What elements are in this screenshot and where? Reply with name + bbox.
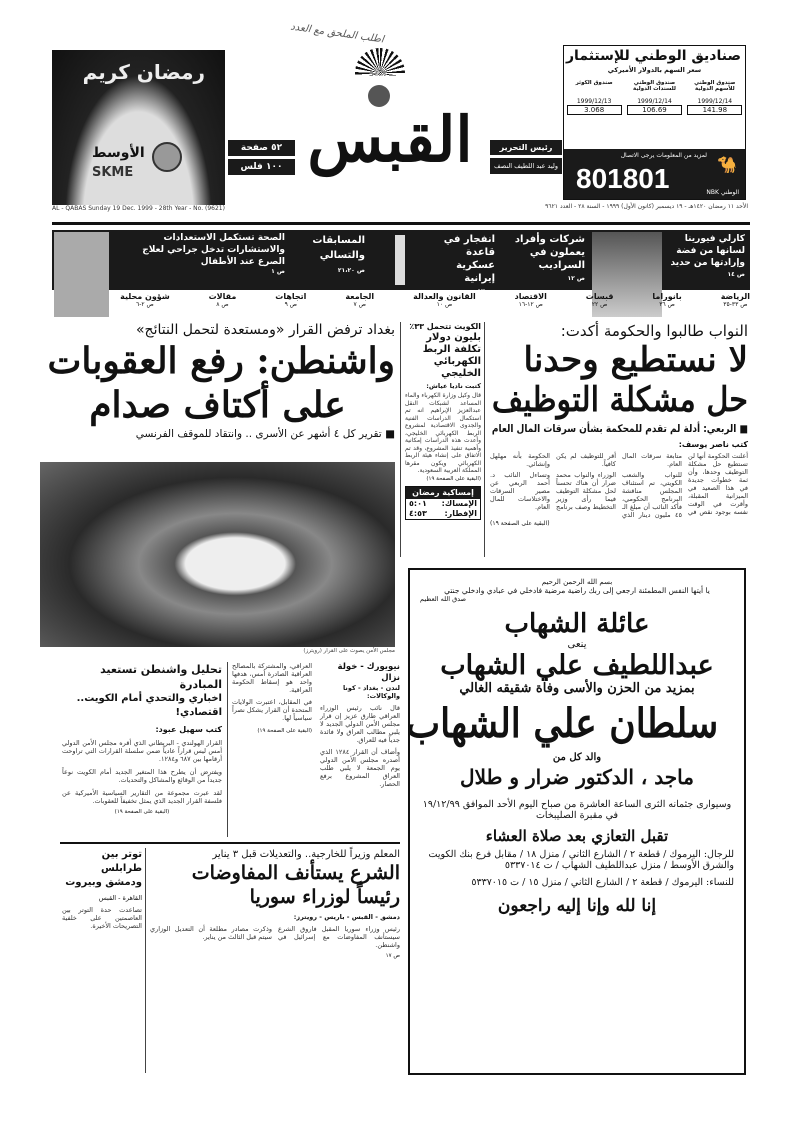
fund-name: صندوق الوطني للسندات الدولية bbox=[633, 80, 676, 92]
body-column: الوزراء والنواب محمد ضرار أن هناك تحسناً لحل مشكلة التوظيف فيما رأى وزير التخطيط وصف برنامج الحكومة بأنه مهلهل وإنشائي. bbox=[490, 452, 616, 511]
bank-logo: NBK الوطني bbox=[706, 189, 739, 196]
story-kicker: النواب طالبوا والحكومة أكدت: bbox=[560, 322, 748, 340]
masthead-rule bbox=[52, 222, 750, 225]
phone-info: لمزيد من المعلومات يرجى الاتصال bbox=[620, 152, 707, 159]
section-link[interactable] bbox=[413, 292, 476, 318]
lead-story-iraq bbox=[40, 322, 395, 441]
fund-date: 1999/12/13 bbox=[576, 98, 612, 105]
section-name: قبسات bbox=[585, 292, 614, 301]
continued-note: (البقية على الصفحة ١٩) bbox=[490, 520, 550, 527]
body-column: للنواب والشعب الكويتي، تم استئناف المجلس مناقشة البرنامج الحكومي، فأكد النائب أن مبلغ الـ ٤٥ مليون دينار الذي أقر للتوظيف لم يكن كافياً. bbox=[556, 452, 682, 519]
price: ١٠٠ فلس bbox=[228, 159, 295, 175]
continued-note: (البقية على الصفحة ١٩) bbox=[257, 728, 312, 734]
body-column: وتساءل النائب د. أحمد الربعي عن مصير السرقات والاختلاسات للمال العام. bbox=[490, 471, 550, 511]
story-kicker: المعلم وزيراً للخارجية.. والتعديلات قبل ٣ يناير bbox=[212, 849, 400, 860]
nbk-funds-ad bbox=[563, 45, 746, 200]
teaser-page: ص ١٢ bbox=[567, 275, 585, 282]
women-address: للنساء: اليرموك / قطعة ٢ / الشارع الثاني / منزل ١٥ / ت ٥٣٣٧٠١٥ bbox=[471, 877, 734, 888]
date-line-en: AL - QABAS Sunday 19 Dec. 1999 - 28th Year - No. (9621) bbox=[52, 205, 225, 212]
body-text: العراقي، والمشتركة بالمصالح العراقية الصادرة أمس، هدفها واحد هو إسقاط الحكومة العراقية. bbox=[232, 662, 312, 694]
teaser-page: ص ١٧ bbox=[477, 288, 495, 295]
imsakiya-box bbox=[405, 486, 481, 520]
story-headline: نيويورك - خولة نزال bbox=[337, 662, 400, 683]
story-power-grid bbox=[405, 322, 481, 520]
story-headline: على أكتاف صدام bbox=[89, 384, 346, 426]
mourns-label: ينعى bbox=[567, 639, 587, 650]
section-link[interactable] bbox=[721, 292, 750, 318]
nbk-phone-bar bbox=[564, 149, 745, 199]
teaser-4[interactable] bbox=[295, 233, 365, 278]
lantern-icon bbox=[395, 235, 405, 285]
quran-verse: يا أيتها النفس المطمئنة ارجعي إلى ربك راضية مرضية فادخلي في عبادي وادخلي جنتي bbox=[444, 586, 710, 595]
seal-icon bbox=[152, 142, 182, 172]
story-headline: حل مشكلة التوظيف bbox=[491, 380, 748, 420]
continued-note: (البقية على الصفحة ١٩) bbox=[114, 809, 170, 815]
teaser-2[interactable] bbox=[500, 233, 585, 285]
section-page: ص ٢-٦ bbox=[135, 301, 154, 308]
section-page: ص ٣٣-٣٥ bbox=[723, 301, 748, 308]
story-headline: توتر بين طرابلس ودمشق وبيروت bbox=[65, 849, 142, 888]
section-rule bbox=[60, 842, 400, 844]
date-line-ar: الأحد ١١ رمضان ١٤٢٠هـ - ١٩ ديسمبر (كانون الأول) ١٩٩٩ - السنة ٢٨ - العدد ٩٦٢١ bbox=[545, 203, 748, 210]
page-count: ٥٢ صفحة bbox=[228, 140, 295, 156]
section-index bbox=[120, 292, 750, 318]
imsak-label: الإمساك: bbox=[441, 498, 477, 508]
story-kicker: بغداد ترفض القرار «ومستعدة لتحمل النتائج» bbox=[135, 322, 395, 338]
photo-caption: مجلس الأمن يصوت على القرار (رويترز) bbox=[303, 648, 395, 654]
story-headline: اخباري والتحدي أمام الكويت.. اقتصادي! bbox=[76, 693, 222, 718]
story-headline: واشنطن: رفع العقوبات bbox=[47, 340, 395, 382]
continued-note: ص ١٧ bbox=[385, 953, 400, 959]
section-page: ص ٢٢ bbox=[591, 301, 608, 308]
section-link[interactable] bbox=[515, 292, 547, 318]
body-text: قال وكيل وزارة الكهرباء والماء المساعد لشبكات النقل عبدالعزيز الإبراهيم انه تم استكمال الدراسات الفنية والجدوى الاقتصادية لمشروع الربط الكهربائي الخليجي، وأعدت هذه الدراسات إمكانية وأهمية تنفيذ المشروع، وقد تم الاتفاق على إنشاء هيئة الربط الكهربائي ويكون مقرها المملكة العربية السعودية. bbox=[404, 392, 481, 474]
byline: كتب سهيل عبود: bbox=[155, 725, 222, 734]
story-headline: لا نستطيع وحدنا bbox=[523, 340, 748, 380]
teaser-photo-sports bbox=[54, 232, 109, 317]
teaser-page: ص ١٤ bbox=[727, 271, 745, 278]
father-of-label: والد كل من bbox=[552, 752, 602, 763]
section-link[interactable] bbox=[120, 292, 170, 318]
section-name: القانون والعدالة bbox=[413, 292, 476, 301]
story-kicker: الكويت تتحمل ٣٣٪ bbox=[409, 322, 481, 331]
ad-title: صناديق الوطني للإستثمار bbox=[566, 48, 741, 64]
body-text: وذكرت مصادر مطلعة أن التعديل الوزاري سيتم قبل الثالث من يناير. bbox=[150, 925, 272, 941]
mourner-name: عبداللطيف علي الشهاب bbox=[440, 650, 714, 681]
teaser-page: ص ٢١،٢٠ bbox=[337, 267, 365, 274]
column-divider bbox=[145, 848, 146, 1073]
byline: كتبت ناديا عياش: bbox=[426, 382, 481, 390]
story-headline: بليون دولار تكلفة الربط الكهربائي الخليجي bbox=[422, 332, 481, 379]
byline: كتب ناصر يوسف: bbox=[678, 440, 748, 449]
story-headline: الشرع يستأنف المفاوضات bbox=[191, 862, 400, 884]
body-text: في المقابل، اعتبرت الولايات المتحدة أن القرار يشكل نصراً سياسياً لها. bbox=[232, 698, 312, 722]
handwritten-note: اطلب الملحق مع العدد bbox=[289, 21, 385, 46]
story-headline: رئيساً لوزراء سوريا bbox=[249, 886, 400, 908]
teaser-5[interactable] bbox=[115, 232, 285, 275]
fund-value: 106.69 bbox=[627, 105, 682, 115]
teaser-title: كارلي فيورينا لسانها من فضة وإرادتها من حديد bbox=[670, 234, 745, 268]
ramadan-ad bbox=[52, 50, 225, 205]
section-link[interactable] bbox=[275, 292, 306, 318]
section-link[interactable] bbox=[652, 292, 681, 318]
fund-1 bbox=[687, 80, 742, 115]
continued-note: (البقية على الصفحة ١٩) bbox=[426, 475, 481, 482]
deceased-name: سلطان علي الشهاب bbox=[406, 700, 719, 747]
ad-title: رمضان كريم bbox=[82, 60, 205, 84]
story-subhead: ■ تقرير كل ٤ أشهر عن الأسرى .. وانتقاد للموقف الفرنسي bbox=[135, 428, 395, 440]
imsakiya-title: إمساكية رمضان bbox=[406, 487, 480, 499]
fund-date: 1999/12/14 bbox=[637, 98, 672, 105]
lead-story-employment bbox=[490, 322, 748, 528]
teaser-3[interactable] bbox=[425, 233, 495, 298]
section-page: ص ٣٦ bbox=[659, 301, 675, 308]
section-link[interactable] bbox=[586, 292, 614, 318]
fund-3 bbox=[567, 80, 622, 115]
teaser-title: المسابقات والتسالي bbox=[312, 235, 365, 261]
column-divider bbox=[484, 322, 485, 557]
teaser-strip bbox=[52, 230, 750, 295]
section-name: شؤون محلية bbox=[120, 292, 170, 301]
iftar-label: الإفطار: bbox=[444, 508, 477, 518]
teaser-1[interactable] bbox=[665, 233, 745, 281]
cemetery: في مقبرة الصليبخات bbox=[535, 810, 619, 821]
fund-name: صندوق الكوثر bbox=[575, 80, 613, 86]
body-columns bbox=[490, 452, 748, 519]
newspaper-logo: القبس bbox=[307, 103, 473, 176]
story-tension bbox=[62, 848, 142, 930]
dateline: دمشق - القبس - باريس - رويترز: bbox=[293, 913, 400, 921]
story-newyork bbox=[320, 662, 400, 788]
section-name: الاقتصاد bbox=[514, 292, 547, 301]
family-name: عائلة الشهاب bbox=[504, 609, 650, 639]
story-headline: تحليل واشنطن تستعيد المبادرة bbox=[100, 663, 222, 691]
dateline: لندن - بغداد - كونا والوكالات: bbox=[342, 684, 400, 700]
teaser-title: انفجار في قاعدة عسكرية إيرانية bbox=[443, 234, 495, 284]
story-syria bbox=[150, 848, 400, 959]
iftar-time: ٤:٥٣ bbox=[409, 508, 427, 518]
ad-subtitle: سعر السهم بالدولار الأميركي bbox=[607, 66, 702, 74]
body-text: وأضاف أن القرار ١٢٨٤ الذي أصدره مجلس الأمن الدولي يوم الجمعة لا يلبي طلب العراق المشروع برفع الحصار. bbox=[320, 748, 400, 788]
closing-verse: إنا لله وإنا إليه راجعون bbox=[497, 896, 657, 916]
phone-number: 801801 bbox=[576, 163, 670, 194]
teaser-page: ص ١ bbox=[271, 268, 285, 275]
grief-line: بمزيد من الحزن والأسى وفاة شقيقه الغالي bbox=[459, 681, 695, 696]
story-subhead: ■ الربعي: أدلة لم تقدم للمحكمة بشأن سرقات المال العام bbox=[491, 423, 748, 435]
section-name: بانوراما bbox=[652, 292, 682, 301]
condolence-time: تقبل التعازي بعد صلاة العشاء bbox=[485, 827, 669, 845]
teaser-title: شركات وأفراد يعملون في السراديب bbox=[514, 234, 585, 271]
editor-box bbox=[490, 140, 562, 174]
fund-date: 1999/12/14 bbox=[697, 98, 733, 105]
sadaqa: صدق الله العظيم bbox=[420, 595, 467, 603]
section-name: الجامعة bbox=[345, 292, 375, 301]
editor-name: وليد عبد اللطيف النصف bbox=[490, 158, 562, 174]
children-names: ماجد ، الدكتور ضرار و طلال bbox=[460, 765, 694, 789]
section-name: الرياضة bbox=[720, 292, 750, 301]
fund-value: 141.98 bbox=[687, 105, 742, 115]
imsak-time: ٥:٠١ bbox=[409, 498, 427, 508]
fund-2 bbox=[627, 80, 682, 115]
section-page: ص ٩ bbox=[284, 301, 298, 308]
analysis-story bbox=[62, 662, 222, 815]
body-text: ويفترض أن يطرح هذا المتغير الجديد أمام الكويت نوعاً جديداً من الوقائع والمشاكل والتحديات. bbox=[62, 768, 222, 784]
basmala: بسم الله الرحمن الرحيم bbox=[541, 578, 613, 586]
section-page: ص ٧ bbox=[353, 301, 366, 308]
section-page: ص ٨ bbox=[216, 301, 229, 308]
fund-value: 3.068 bbox=[567, 105, 622, 115]
teaser-title: الصحة تستكمل الاستعدادات والاستشارات تدخل جراحي لعلاج الصرع عند الأطفال bbox=[142, 233, 285, 267]
men-address: للرجال: اليرموك / قطعة ٢ / الشارع الثاني / منزل ١٨ / مقابل فرع بنك الكويت والشرق الأوسط / منزل عبداللطيف الشهاب / ت ٥٣٣٧٠١٤ bbox=[428, 849, 734, 871]
section-link[interactable] bbox=[209, 292, 237, 318]
body-text: القرار الهولندي - البريطاني الذي أقره مجلس الأمن الدولي أمس ليس قراراً عادياً ضمن سلسلة القرارات التي تراوحت أرقامها بين ٦٨٧ و١٢٨٤. bbox=[62, 739, 222, 763]
column-divider bbox=[400, 322, 401, 557]
fund-name: صندوق الوطني للأسهم الدولية bbox=[694, 80, 736, 92]
price-box bbox=[228, 140, 295, 175]
body-text: رئيس وزراء سوريا المقبل فاروق الشرع سيستأنف المفاوضات مع إسرائيل في واشنطن. bbox=[278, 925, 400, 949]
section-page: ص ١٠ bbox=[436, 301, 453, 308]
ad-brand: الأوسط bbox=[92, 145, 145, 161]
ad-sub: SKME bbox=[92, 165, 134, 180]
security-council-photo bbox=[40, 462, 395, 647]
obituary-ad bbox=[408, 568, 746, 1075]
editor-label: رئيس التحرير bbox=[490, 140, 562, 155]
body-text: تصاعدت حدة التوتر بين العاصمتين على خلفية التصريحات الأخيرة. bbox=[62, 906, 142, 930]
funeral-info: وسيوارى جثمانه الثرى الساعة العاشرة من صباح اليوم الأحد الموافق ١٩/١٢/٩٩ bbox=[422, 799, 732, 810]
body-text: قال نائب رئيس الوزراء العراقي طارق عزيز إن قرار مجلس الأمن الدولي الجديد لا يلبي مطالب العراق ولا فائدة جدياً فيه للعراق. bbox=[320, 704, 400, 744]
section-link[interactable] bbox=[345, 292, 374, 318]
body-text: لقد عبرت مجموعة من التقارير السياسية الأميركية عن فلسفة القرار الجديد الذي يمثل تخفيفاً للعقوبات. bbox=[62, 789, 222, 805]
section-page: ص ١٢-١٦ bbox=[518, 301, 543, 308]
section-name: مقالات bbox=[208, 292, 237, 301]
dateline: القاهرة - القبس bbox=[98, 894, 142, 902]
column-divider bbox=[227, 662, 228, 837]
story-newyork-cont bbox=[232, 662, 312, 734]
camel-icon: 🐪 bbox=[717, 155, 737, 174]
section-name: اتجاهات bbox=[275, 292, 307, 301]
body-column: أعلنت الحكومة أنها لن تستطيع حل مشكلة التوظيف وحدها، وأن ثمة خطوات جديدة في هذا الصعيد في الميزانية المقبلة، وأقرت في الوقت نفسه بوجود نقص في متابعة سرقات المال العام. bbox=[622, 452, 748, 516]
